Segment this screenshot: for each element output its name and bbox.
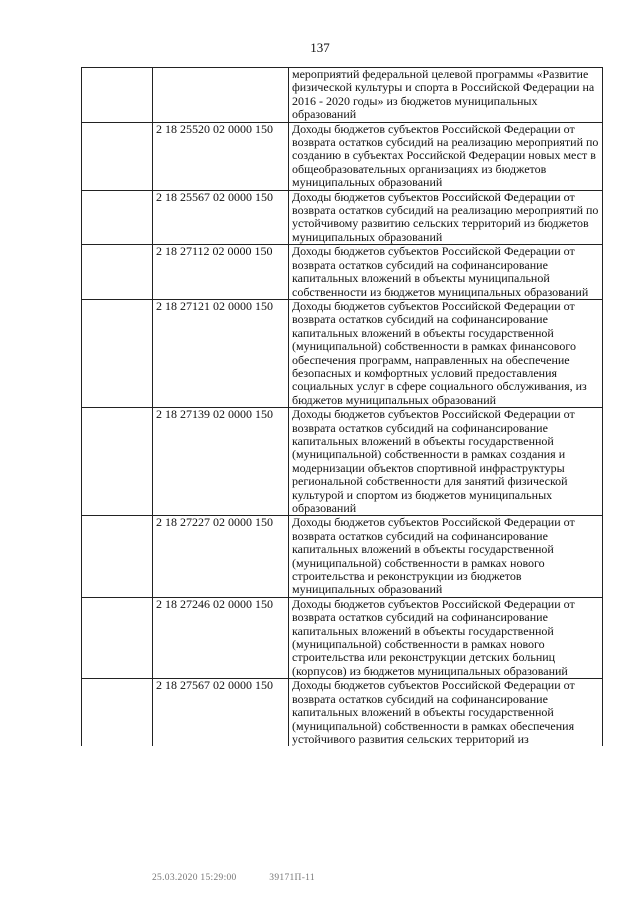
row-code-cell: 2 18 27112 02 0000 150 <box>153 245 289 300</box>
row-text-cell: мероприятий федеральной целевой программы «Развитие физической культуры и спорта в Российской Федерации на 2016 - 2020 годы» из бюджетов муниципальных образований <box>289 68 603 123</box>
table-body <box>82 68 603 747</box>
row-col1-cell <box>82 122 153 190</box>
row-code-cell: 2 18 25567 02 0000 150 <box>153 190 289 245</box>
footer-timestamp: 25.03.2020 15:29:00 <box>152 873 237 883</box>
row-col1-cell <box>82 299 153 407</box>
row-text-cell: Доходы бюджетов субъектов Российской Федерации от возврата остатков субсидий на реализацию мероприятий по устойчивому развитию сельских территорий из бюджетов муниципальных образований <box>289 190 603 245</box>
row-col1-cell <box>82 190 153 245</box>
row-col1-cell <box>82 597 153 678</box>
table-row <box>82 122 603 190</box>
row-text-cell: Доходы бюджетов субъектов Российской Федерации от возврата остатков субсидий на софинансирование капитальных вложений в объекты государственной (муниципальной) собственности в рамках обеспечения устойчивого развития сельских территорий из <box>289 679 603 747</box>
row-code-cell: 2 18 25520 02 0000 150 <box>153 122 289 190</box>
row-code-cell: 2 18 27567 02 0000 150 <box>153 679 289 747</box>
table-row <box>82 68 603 123</box>
row-text-cell: Доходы бюджетов субъектов Российской Федерации от возврата остатков субсидий на софинансирование капитальных вложений в объекты государственной (муниципальной) собственности в рамках нового строительства или реконструкции детских больниц (корпусов) из бюджетов муниципальных образований <box>289 597 603 678</box>
row-text-cell: Доходы бюджетов субъектов Российской Федерации от возврата остатков субсидий на софинансирование капитальных вложений в объекты государственной (муниципальной) собственности в рамках нового строительства и реконструкции из бюджетов муниципальных образований <box>289 516 603 597</box>
budget-codes-table <box>81 67 603 746</box>
footer-doc-id: 39171П-11 <box>269 873 315 883</box>
row-col1-cell <box>82 245 153 300</box>
table-row <box>82 597 603 678</box>
row-code-cell: 2 18 27121 02 0000 150 <box>153 299 289 407</box>
page-number: 137 <box>310 40 330 55</box>
table-row <box>82 299 603 407</box>
table-row <box>82 408 603 516</box>
row-col1-cell <box>82 516 153 597</box>
table-row <box>82 516 603 597</box>
row-text-cell: Доходы бюджетов субъектов Российской Федерации от возврата остатков субсидий на софинансирование капитальных вложений в объекты муниципальной собственности из бюджетов муниципальных образований <box>289 245 603 300</box>
row-code-cell: 2 18 27246 02 0000 150 <box>153 597 289 678</box>
table-row <box>82 679 603 747</box>
row-text-cell: Доходы бюджетов субъектов Российской Федерации от возврата остатков субсидий на реализацию мероприятий по созданию в субъектах Российской Федерации новых мест в общеобразовательных организациях из бюджетов муниципальных образований <box>289 122 603 190</box>
row-code-cell: 2 18 27139 02 0000 150 <box>153 408 289 516</box>
row-col1-cell <box>82 408 153 516</box>
table-row <box>82 190 603 245</box>
page-footer <box>152 873 345 883</box>
row-code-cell: 2 18 27227 02 0000 150 <box>153 516 289 597</box>
row-col1-cell <box>82 68 153 123</box>
row-col1-cell <box>82 679 153 747</box>
table-row <box>82 245 603 300</box>
row-code-cell <box>153 68 289 123</box>
row-text-cell: Доходы бюджетов субъектов Российской Федерации от возврата остатков субсидий на софинансирование капитальных вложений в объекты государственной (муниципальной) собственности в рамках создания и модернизации объектов спортивной инфраструктуры региональной собственности для занятий физической культурой и спортом из бюджетов муниципальных образований <box>289 408 603 516</box>
row-text-cell: Доходы бюджетов субъектов Российской Федерации от возврата остатков субсидий на софинансирование капитальных вложений в объекты государственной (муниципальной) собственности в рамках финансового обеспечения программ, направленных на обеспечение безопасных и комфортных условий предоставления социальных услуг в сфере социального обслуживания, из бюджетов муниципальных образований <box>289 299 603 407</box>
